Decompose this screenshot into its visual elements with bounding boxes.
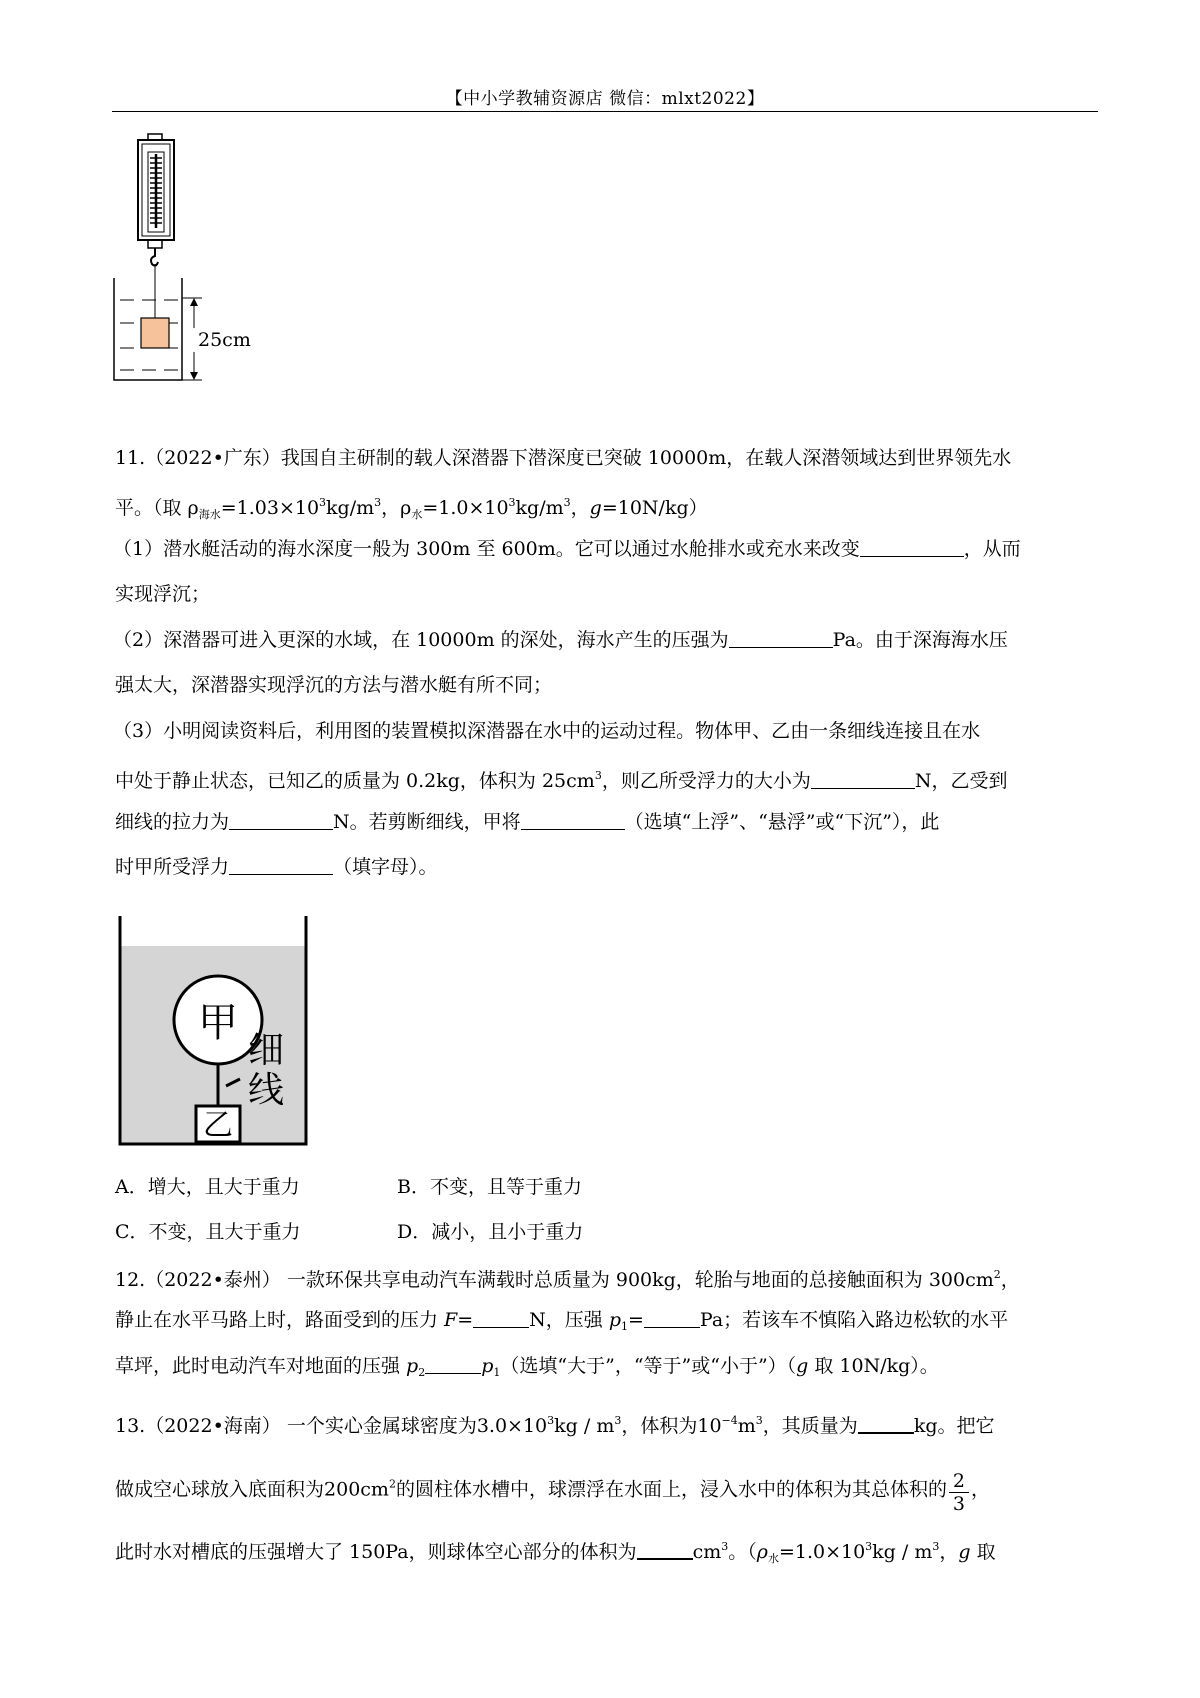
q11-part3-line4: 时甲所受浮力 （填字母）。	[115, 856, 438, 878]
q11-part2-line1: （2）深潜器可进入更深的水域，在 10000m 的深处，海水产生的压强为 Pa。由于深海海水压	[113, 629, 1008, 651]
xi-label: 细	[247, 1030, 285, 1071]
page-header: 【中小学教辅资源店 微信：mlxt2022】	[445, 89, 765, 109]
q11-blank-2[interactable]	[729, 629, 833, 648]
q11-blank-1[interactable]	[860, 538, 964, 557]
q13-line3: 此时水对槽底的压强增大了 150Pa，则球体空心部分的体积为 $cm^3$。（$\rho_水=1.0\times 10^3kg / m^3$，g 取	[115, 1540, 996, 1565]
q11-blank-6[interactable]	[229, 856, 333, 875]
q11-part3-line2: 中处于静止状态，已知乙的质量为 0.2kg，体积为 $25cm^3$，则乙所受浮力的大小为 N，乙受到	[115, 769, 1008, 792]
q12-line2: 静止在水平马路上时，路面受到的压力 F= N，压强 $p_1= Pa$；若该车不慎陷入路边松软的水平	[115, 1309, 1009, 1333]
option-c[interactable]: C．不变，且大于重力	[115, 1221, 301, 1243]
q11-blank-5[interactable]	[521, 811, 625, 830]
q13-blank-mass[interactable]	[858, 1414, 914, 1434]
q12-blank-compare[interactable]	[425, 1355, 481, 1374]
q13-line1: 13.（2022•海南） 一个实心金属球密度为$3.0\times 10^3kg / m^3$，体积为$10^{-4}m^3$，其质量为 kg。把它	[115, 1414, 995, 1437]
jia-yi-figure	[116, 916, 316, 1151]
q11-blank-3[interactable]	[811, 770, 915, 789]
spring-scale-figure	[112, 130, 262, 420]
q12-line1: 12.（2022•泰州） 一款环保共享电动汽车满载时总质量为 900kg，轮胎与地面的总接触面积为 $300cm^2$，	[115, 1268, 1020, 1291]
q13-line2: 做成空心球放入底面积为$200cm^2$的圆柱体水槽中，球漂浮在水面上，浸入水中的体积为其总体积的 $\frac{2}{3}$ ，	[115, 1470, 990, 1515]
option-d[interactable]: D．减小，且小于重力	[397, 1221, 584, 1243]
yi-label: 乙	[203, 1108, 233, 1143]
q11-part3-line1: （3）小明阅读资料后，利用图的装置模拟深潜器在水中的运动过程。物体甲、乙由一条细线连接且在水	[113, 720, 981, 742]
q13-fraction: $\frac{2}{3}$	[949, 1470, 969, 1515]
xian-label: 线	[247, 1070, 285, 1111]
jia-label: 甲	[198, 1000, 238, 1046]
q11-part1-line1: （1）潜水艇活动的海水深度一般为 300m 至 600m。它可以通过水舱排水或充水来改变 ，从而	[113, 538, 1021, 560]
option-a[interactable]: A．增大，且大于重力	[115, 1176, 300, 1198]
q12-line3: 草坪，此时电动汽车对地面的压强 $p_2$ $p_1$（选填“大于”，“等于”或“小于”）（g 取 10N/kg）。	[115, 1355, 939, 1379]
header-rule	[112, 111, 1098, 112]
q12-blank-pressure[interactable]	[644, 1309, 700, 1328]
depth-label: 25cm	[198, 329, 251, 351]
q11-part3-line3: 细线的拉力为 N。若剪断细线，甲将 （选填“上浮”、“悬浮”或“下沉”），此	[115, 811, 940, 833]
q11-part1-line2: 实现浮沉；	[115, 583, 211, 605]
q13-blank-volume[interactable]	[637, 1540, 693, 1560]
q12-blank-force[interactable]	[473, 1309, 529, 1328]
q11-blank-4[interactable]	[229, 811, 333, 830]
q11-title-line2: 平。（取 $\rho_{海水}=1.03\times 10^3kg/m^3$，$\rho_水=1.0\times 10^3kg/m^3$，g=10N/kg）	[115, 496, 708, 521]
q11-part2-line2: 强太大，深潜器实现浮沉的方法与潜水艇有所不同；	[115, 674, 553, 696]
option-b[interactable]: B．不变，且等于重力	[397, 1176, 582, 1198]
q11-title-line1: 11.（2022•广东）我国自主研制的载人深潜器下潜深度已突破 10000m，在载人深潜领域达到世界领先水	[115, 447, 1012, 469]
